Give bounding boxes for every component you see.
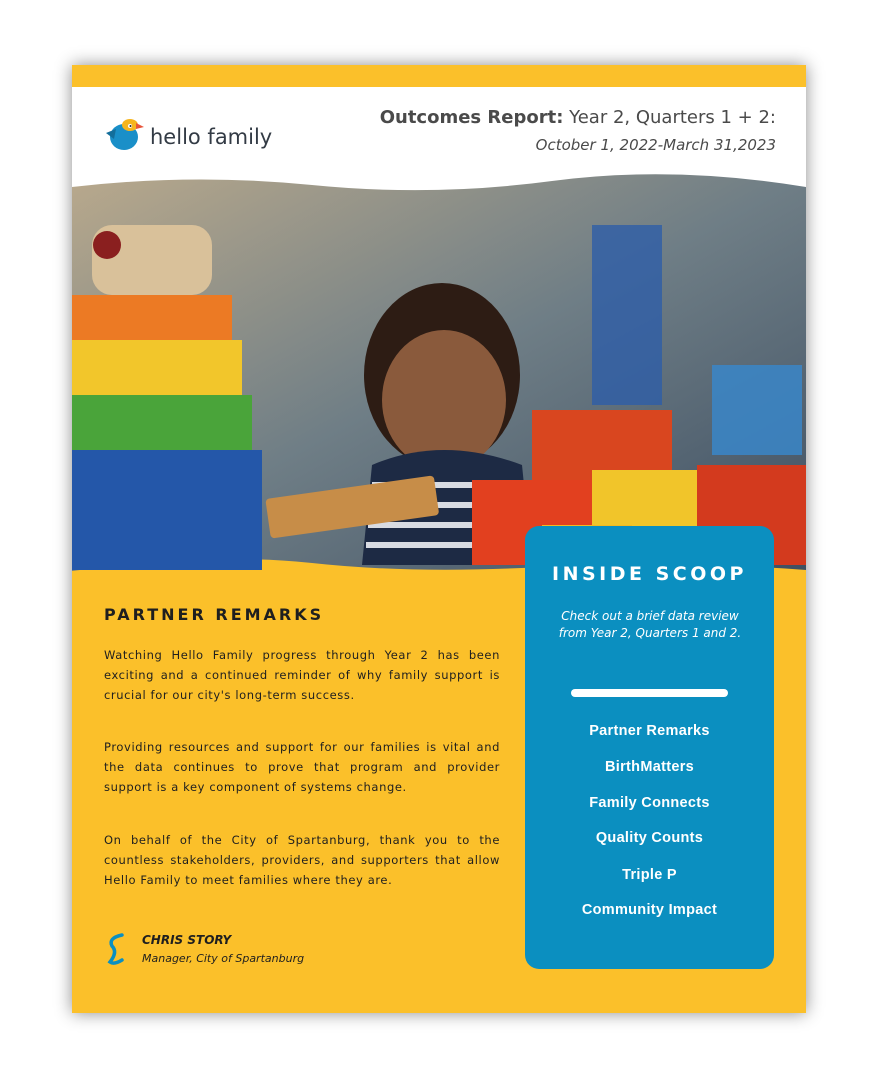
inside-scoop-panel [525,526,774,969]
hello-family-logo [100,107,300,167]
toc-community-impact[interactable]: Community Impact [581,902,718,918]
bird-icon [100,107,150,157]
signature-title: Manager, City of Spartanburg [142,952,305,965]
remarks-paragraph-1: Watching Hello Family progress through Year 2 has been exciting and a continued reminder of why family support is crucial for our city's long-term success. [104,648,500,702]
toc-family-connects[interactable]: Family Connects [589,795,710,811]
report-title-rest: Year 2, Quarters 1 + 2: [563,107,776,128]
report-page [72,65,806,1013]
toc-triple-p[interactable]: Triple P [622,867,677,883]
hero-photo [72,165,806,585]
toc-quality-counts[interactable]: Quality Counts [595,830,704,846]
signature-name: CHRIS STORY [142,933,232,947]
brand-name: hello family [150,125,273,149]
report-title [380,107,776,128]
report-title-bold: Outcomes Report: [379,107,564,128]
signature-mark-icon [104,932,130,968]
top-accent-bar [72,65,806,87]
report-dates: October 1, 2022-March 31,2023 [535,136,776,154]
remarks-paragraph-3: On behalf of the City of Spartanburg, thank you to the countless stakeholders, providers, and supporters that allow Hello Family to meet families where they are. [104,833,500,887]
partner-remarks-heading: PARTNER REMARKS [104,605,325,624]
toc-partner-remarks[interactable]: Partner Remarks [589,723,710,739]
divider [571,689,728,697]
inside-scoop-heading: INSIDE SCOOP [552,563,747,585]
remarks-paragraph-2: Providing resources and support for our families is vital and the data continues to prove that program and provider support is a key component of systems change. [104,740,500,794]
inside-scoop-subtitle: Check out a brief data review from Year 2, Quarters 1 and 2. [558,609,742,640]
toc-birthmatters[interactable]: BirthMatters [605,759,694,775]
